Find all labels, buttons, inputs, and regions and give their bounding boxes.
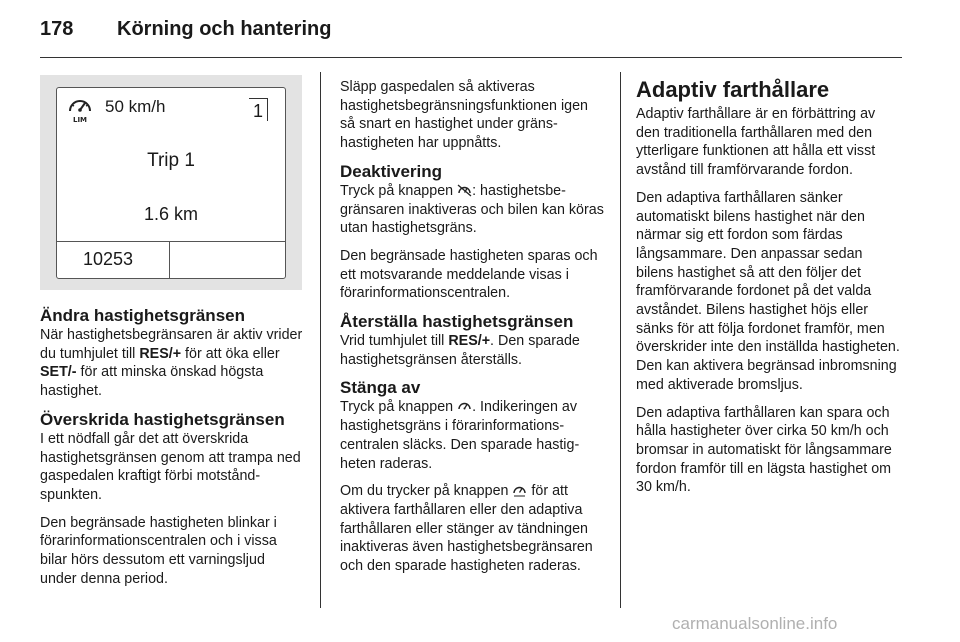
chapter-title: Körning och hantering — [117, 18, 332, 40]
res-plus-label: RES/+ — [139, 345, 182, 362]
column-divider-1 — [320, 72, 321, 608]
svg-text:LIM: LIM — [72, 116, 88, 123]
paragraph-spara: Den adaptiva farthållaren kan spara och hålla hastigheter över cirka 50 km/h och bromsar in automatiskt för långsammare fordon framför till en lägsta hastighet om 30 km/h. — [636, 404, 892, 496]
paragraph-overskrida: I ett nödfall går det att överskrida hastighetsgränsen genom att trampa ned gaspedalen kraftigt förbi motståndspunkten. — [40, 430, 301, 503]
display-odometer: 10253 — [83, 249, 134, 269]
limiter-off-icon — [457, 184, 472, 197]
column-divider-2 — [620, 72, 621, 608]
middle-column — [340, 78, 604, 585]
header-rule — [40, 57, 902, 58]
heading-deaktivering: Deaktivering — [340, 161, 443, 181]
paragraph-om: Om du trycker på knappen för att aktivera farthållaren eller den adaptiva farthållaren eller stänger av tändningen inaktiveras även hastighetsbegränsaren och den sparade hastigheten raderas. — [340, 483, 593, 575]
display-trip-label: Trip 1 — [147, 150, 195, 171]
display-bottom-divider — [169, 242, 170, 278]
paragraph-andra: När hastighetsbegränsaren är aktiv vrider du tumhjulet till RES/+ för att öka eller SET/- för att minska önskad högsta hastighet. — [40, 327, 303, 400]
left-column — [40, 306, 304, 597]
cruise-control-icon — [512, 484, 527, 497]
right-column — [636, 78, 902, 506]
display-screen — [56, 87, 286, 279]
heading-overskrida: Överskrida hastighetsgränsen — [40, 409, 285, 429]
heading-stanga: Stänga av — [340, 378, 421, 398]
paragraph-sanker: Den adaptiva farthållaren sänker automatiskt bilens hastighet när den närmar sig ett fordon som färdas långsammare. Den anpassar sedan bilens hastighet så att den följer det framförvarande fordonet på det valda avståndet. Bilens hastighet höjs eller sänks för att följa fordonet framför, men överskrider inte den inställda hastigheten. Den kan aktivera begränsad inbromsning med aktiverade bromsljus. — [636, 189, 900, 393]
paragraph-stanga: Tryck på knappen . Indikeringen av hastighetsgräns i förarinformationscentralen släcks. Den sparade hastigheten raderas. — [340, 399, 580, 472]
heading-adaptiv: Adaptiv farthållare — [636, 77, 830, 102]
display-speed: 50 km/h — [105, 97, 166, 116]
paragraph-blinkar: Den begränsade hastigheten blinkar i förarinformationscentralen och i vissa bilar hörs dessutom ett varningsljud under denna period. — [40, 514, 277, 587]
paragraph-adaptiv: Adaptiv farthållare är en förbättring av den traditionella farthållaren med den ytterligare funktionen att hålla ett visst avstånd till framförvarande fordon. — [636, 106, 876, 179]
display-gear: 1 — [249, 98, 268, 121]
heading-aterstalla: Återställa hastighetsgränsen — [340, 312, 574, 332]
set-minus-label: SET/- — [40, 364, 77, 381]
res-plus-label: RES/+ — [448, 333, 491, 350]
heading-andra: Ändra hastighetsgränsen — [40, 306, 245, 325]
paragraph-sparas: Den begränsade hastigheten sparas och ett motsvarande meddelande visas i förarinformationscentralen. — [340, 247, 598, 302]
display-trip-value: 1.6 km — [143, 204, 199, 224]
paragraph-slapp: Släpp gaspedalen så aktiveras hastighetsbegränsningsfunktionen igen så snart en hastighet under gränshastigheten har uppnåtts. — [340, 79, 588, 152]
watermark: carmanualsonline.info — [672, 614, 838, 633]
paragraph-deaktivering: Tryck på knappen : hastighetsbegränsaren inaktiveras och bilen kan köras utan hastighetsgräns. — [340, 182, 604, 237]
display-bottom-bar — [57, 241, 285, 278]
speed-limiter-icon — [67, 95, 93, 123]
instrument-display-illustration — [40, 75, 302, 290]
speed-limiter-icon — [457, 400, 472, 413]
paragraph-aterstalla: Vrid tumhjulet till RES/+. Den sparade hastighetsgränsen återställs. — [340, 333, 580, 368]
page-number: 178 — [40, 18, 74, 40]
